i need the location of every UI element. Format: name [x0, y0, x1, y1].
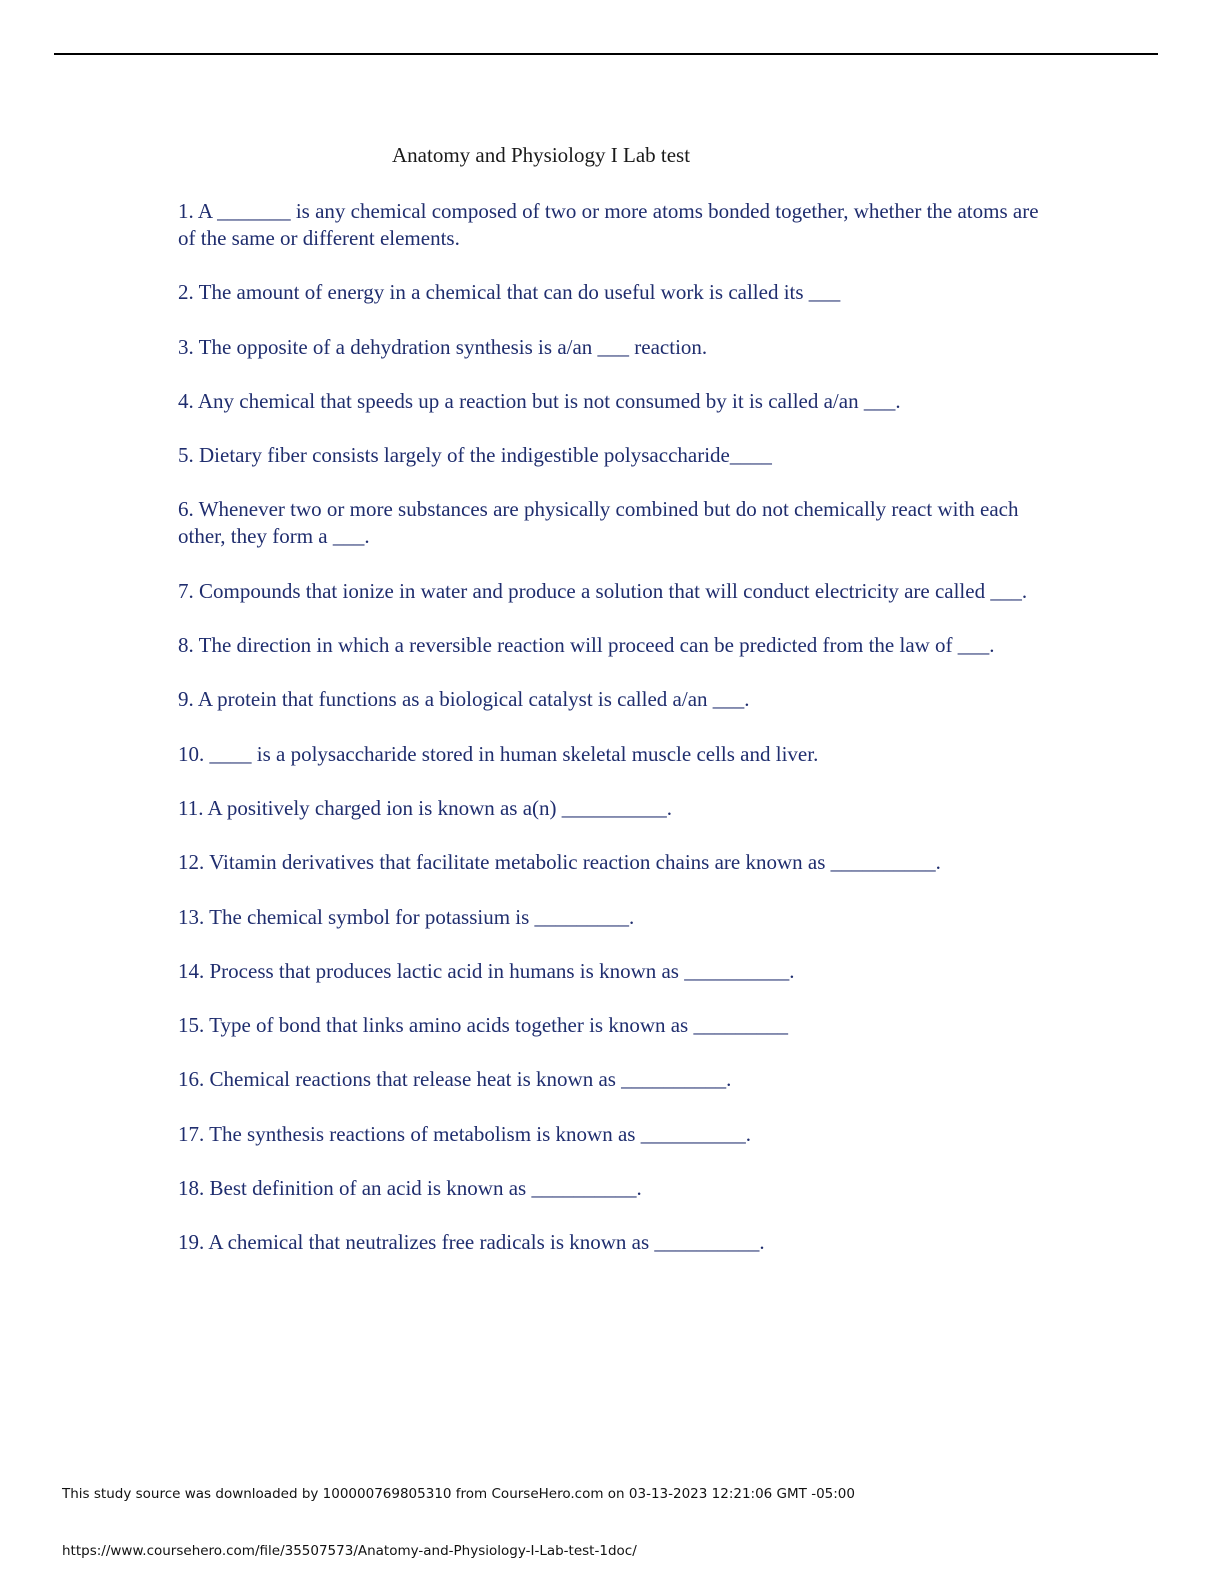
question-item: 16. Chemical reactions that release heat is known as __________. [178, 1067, 732, 1092]
header-rule [54, 53, 1158, 55]
question-item: 11. A positively charged ion is known as a(n) __________. [178, 795, 673, 820]
question-item: 19. A chemical that neutralizes free radicals is known as __________. [178, 1230, 765, 1255]
document-title: Anatomy and Physiology I Lab test [392, 143, 691, 167]
question-item: 18. Best definition of an acid is known as __________. [178, 1176, 642, 1201]
question-item: 2. The amount of energy in a chemical that can do useful work is called its ___ [178, 280, 841, 305]
question-item: 15. Type of bond that links amino acids together is known as _________ [178, 1013, 788, 1038]
question-item: 7. Compounds that ionize in water and produce a solution that will conduct electricity are called ___. [178, 578, 1028, 603]
question-item: 17. The synthesis reactions of metabolism is known as __________. [178, 1121, 751, 1146]
source-url[interactable]: https://www.coursehero.com/file/35507573/Anatomy-and-Physiology-I-Lab-test-1doc/ [62, 1543, 637, 1559]
question-item: 12. Vitamin derivatives that facilitate metabolic reaction chains are known as __________. [178, 850, 941, 875]
question-item: 1. A _______ is any chemical composed of two or more atoms bonded together, whether the atoms are of the same or different elements. [178, 199, 1039, 250]
question-item: 14. Process that produces lactic acid in humans is known as __________. [178, 958, 795, 983]
question-item: 4. Any chemical that speeds up a reaction but is not consumed by it is called a/an ___. [178, 388, 901, 413]
question-item: 6. Whenever two or more substances are physically combined but do not chemically react with each other, they form a ___. [178, 497, 1019, 549]
question-item: 5. Dietary fiber consists largely of the indigestible polysaccharide____ [178, 443, 772, 468]
question-item: 9. A protein that functions as a biological catalyst is called a/an ___. [178, 687, 750, 712]
question-item: 10. ____ is a polysaccharide stored in human skeletal muscle cells and liver. [178, 741, 819, 766]
question-item: 8. The direction in which a reversible reaction will proceed can be predicted from the law of ___. [178, 633, 995, 658]
question-item: 3. The opposite of a dehydration synthesis is a/an ___ reaction. [178, 334, 708, 359]
question-item: 13. The chemical symbol for potassium is _________. [178, 904, 635, 929]
download-source-note: This study source was downloaded by 100000769805310 from CourseHero.com on 03-13-2023 12:21:06 GMT -05:00 [62, 1486, 855, 1502]
question-list [178, 198, 1048, 1284]
